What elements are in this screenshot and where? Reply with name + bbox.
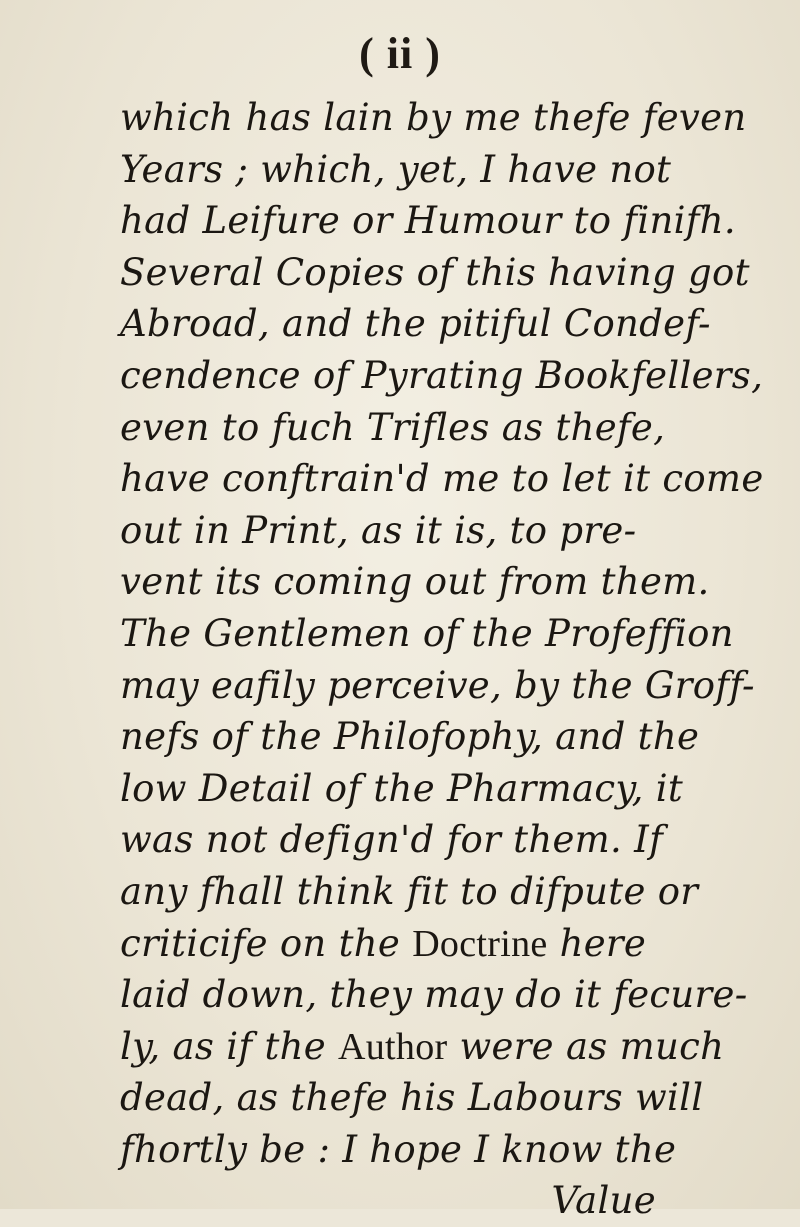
text-line [120, 350, 800, 402]
text-segment: dead, as thefe his Labours will [120, 1076, 704, 1120]
text-line [120, 814, 800, 866]
text-line [120, 298, 800, 350]
text-line [120, 1021, 800, 1073]
page-number: ( ii ) [359, 29, 441, 78]
text-segment: which has lain by me thefe feven [120, 96, 747, 139]
text-segment: may eafily perceive, by the Groff- [120, 663, 755, 707]
roman-word: Author [338, 1025, 448, 1068]
text-line [120, 556, 800, 608]
text-line [120, 92, 800, 144]
body-text [120, 92, 800, 1227]
text-segment: Years ; which, yet, I have not [120, 147, 672, 191]
text-segment: even to fuch Trifles as thefe, [120, 405, 666, 449]
text-segment: low Detail of the Pharmacy, it [120, 766, 684, 810]
text-line [120, 969, 800, 1021]
text-line [120, 918, 800, 970]
text-segment: any fhall think fit to difpute or [120, 869, 699, 913]
text-line [120, 660, 800, 712]
text-segment: was not defign'd for them. If [120, 818, 664, 862]
text-segment: out in Print, as it is, to pre- [120, 508, 637, 552]
text-line [120, 866, 800, 918]
text-line [120, 144, 800, 196]
text-segment: were as much [447, 1024, 725, 1068]
text-line [120, 247, 800, 299]
text-line [120, 1072, 800, 1124]
text-line [120, 608, 800, 660]
text-line [120, 1124, 800, 1176]
roman-word: Doctrine [412, 922, 548, 965]
text-segment: laid down, they may do it fecure- [120, 973, 748, 1017]
text-line [120, 453, 800, 505]
text-segment: fhortly be : I hope I know the [120, 1127, 677, 1171]
text-line [120, 711, 800, 763]
text-segment: had Leifure or Humour to finifh. [120, 199, 736, 243]
text-segment: nefs of the Philofophy, and the [120, 715, 700, 759]
text-segment: criticife on the [120, 921, 413, 965]
text-segment: Abroad, and the pitiful Condef- [120, 302, 711, 346]
text-segment: Value [551, 1179, 656, 1223]
text-segment: Several Copies of this having got [120, 250, 750, 294]
text-segment: The Gentlemen of the Profeffion [120, 611, 734, 655]
text-line [120, 505, 800, 557]
text-segment: here [547, 921, 647, 965]
text-line [120, 195, 800, 247]
text-segment: vent its coming out from them. [120, 560, 710, 604]
text-line [120, 763, 800, 815]
text-segment: ly, as if the [120, 1024, 338, 1068]
text-segment: have conftrain'd me to let it come [120, 457, 764, 501]
text-line [120, 402, 800, 454]
text-segment: cendence of Pyrating Bookfellers, [120, 353, 764, 397]
catchword-line [120, 1175, 800, 1227]
